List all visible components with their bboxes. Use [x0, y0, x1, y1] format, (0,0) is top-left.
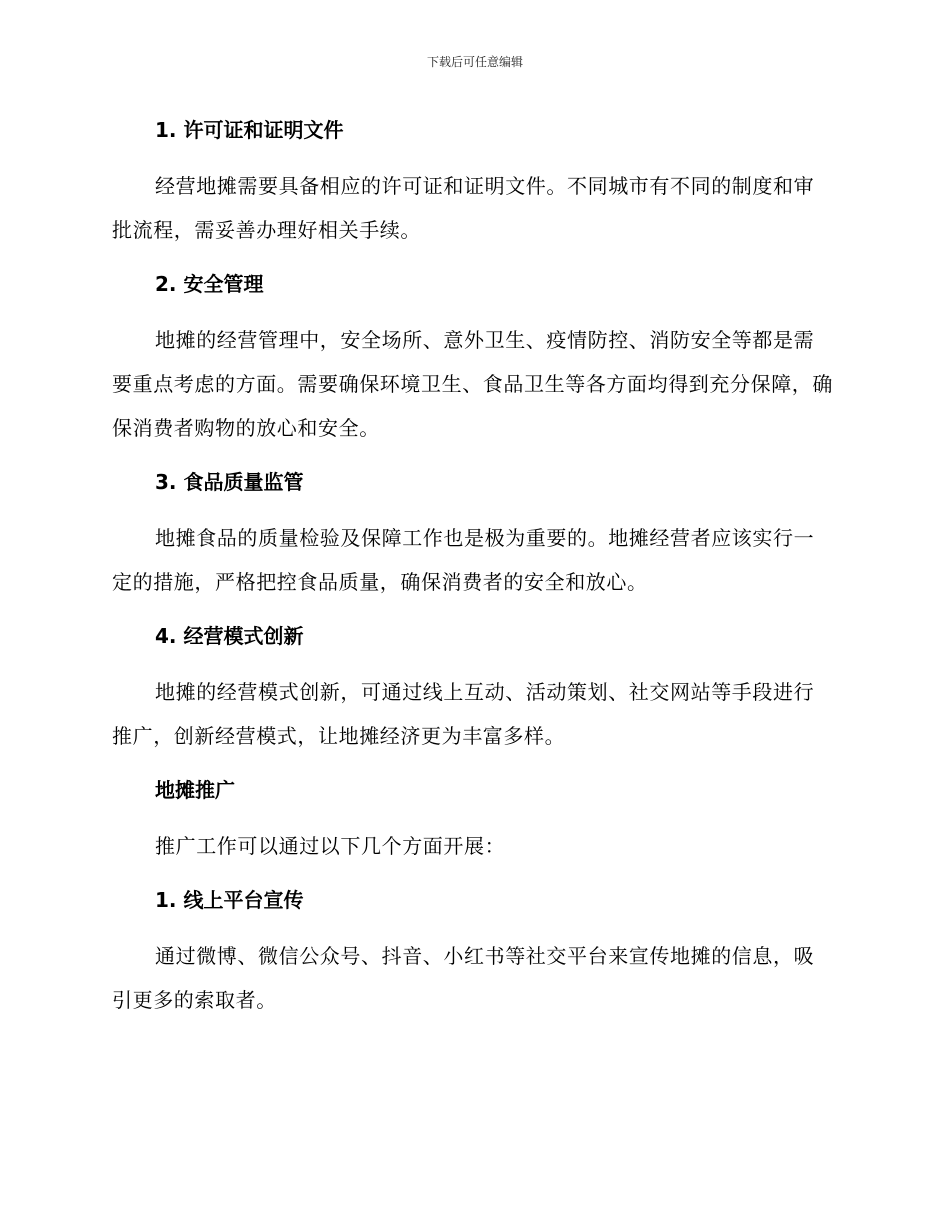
section-paragraph-safety: 地摊的经营管理中，安全场所、意外卫生、疫情防控、消防安全等都是需要重点考虑的方面。需要确保环境卫生、食品卫生等各方面均得到充分保障，确保消费者购物的放心和安全。 — [112, 328, 833, 440]
section-paragraph-food-quality: 地摊食品的质量检验及保障工作也是极为重要的。地摊经营者应该实行一定的措施，严格把控食品质量，确保消费者的安全和放心。 — [112, 526, 815, 594]
document-body — [112, 110, 834, 1034]
section-heading-promotion: 地摊推广 — [155, 778, 235, 802]
section-heading-business-model: 4. 经营模式创新 — [155, 624, 304, 648]
section-paragraph-license: 经营地摊需要具备相应的许可证和证明文件。不同城市有不同的制度和审批流程，需妥善办理好相关手续。 — [112, 174, 815, 242]
section-heading-license: 1. 许可证和证明文件 — [155, 118, 344, 142]
section-paragraph-promotion: 推广工作可以通过以下几个方面开展： — [155, 834, 506, 858]
header-note: 下载后可任意编辑 — [426, 55, 523, 69]
section-paragraph-online-platform: 通过微博、微信公众号、抖音、小红书等社交平台来宣传地摊的信息，吸引更多的索取者。 — [112, 944, 815, 1012]
section-paragraph-business-model: 地摊的经营模式创新，可通过线上互动、活动策划、社交网站等手段进行推广，创新经营模式，让地摊经济更为丰富多样。 — [112, 680, 815, 748]
section-heading-safety: 2. 安全管理 — [155, 272, 264, 296]
section-heading-food-quality: 3. 食品质量监管 — [155, 470, 304, 494]
section-heading-online-platform: 1. 线上平台宣传 — [155, 888, 304, 912]
